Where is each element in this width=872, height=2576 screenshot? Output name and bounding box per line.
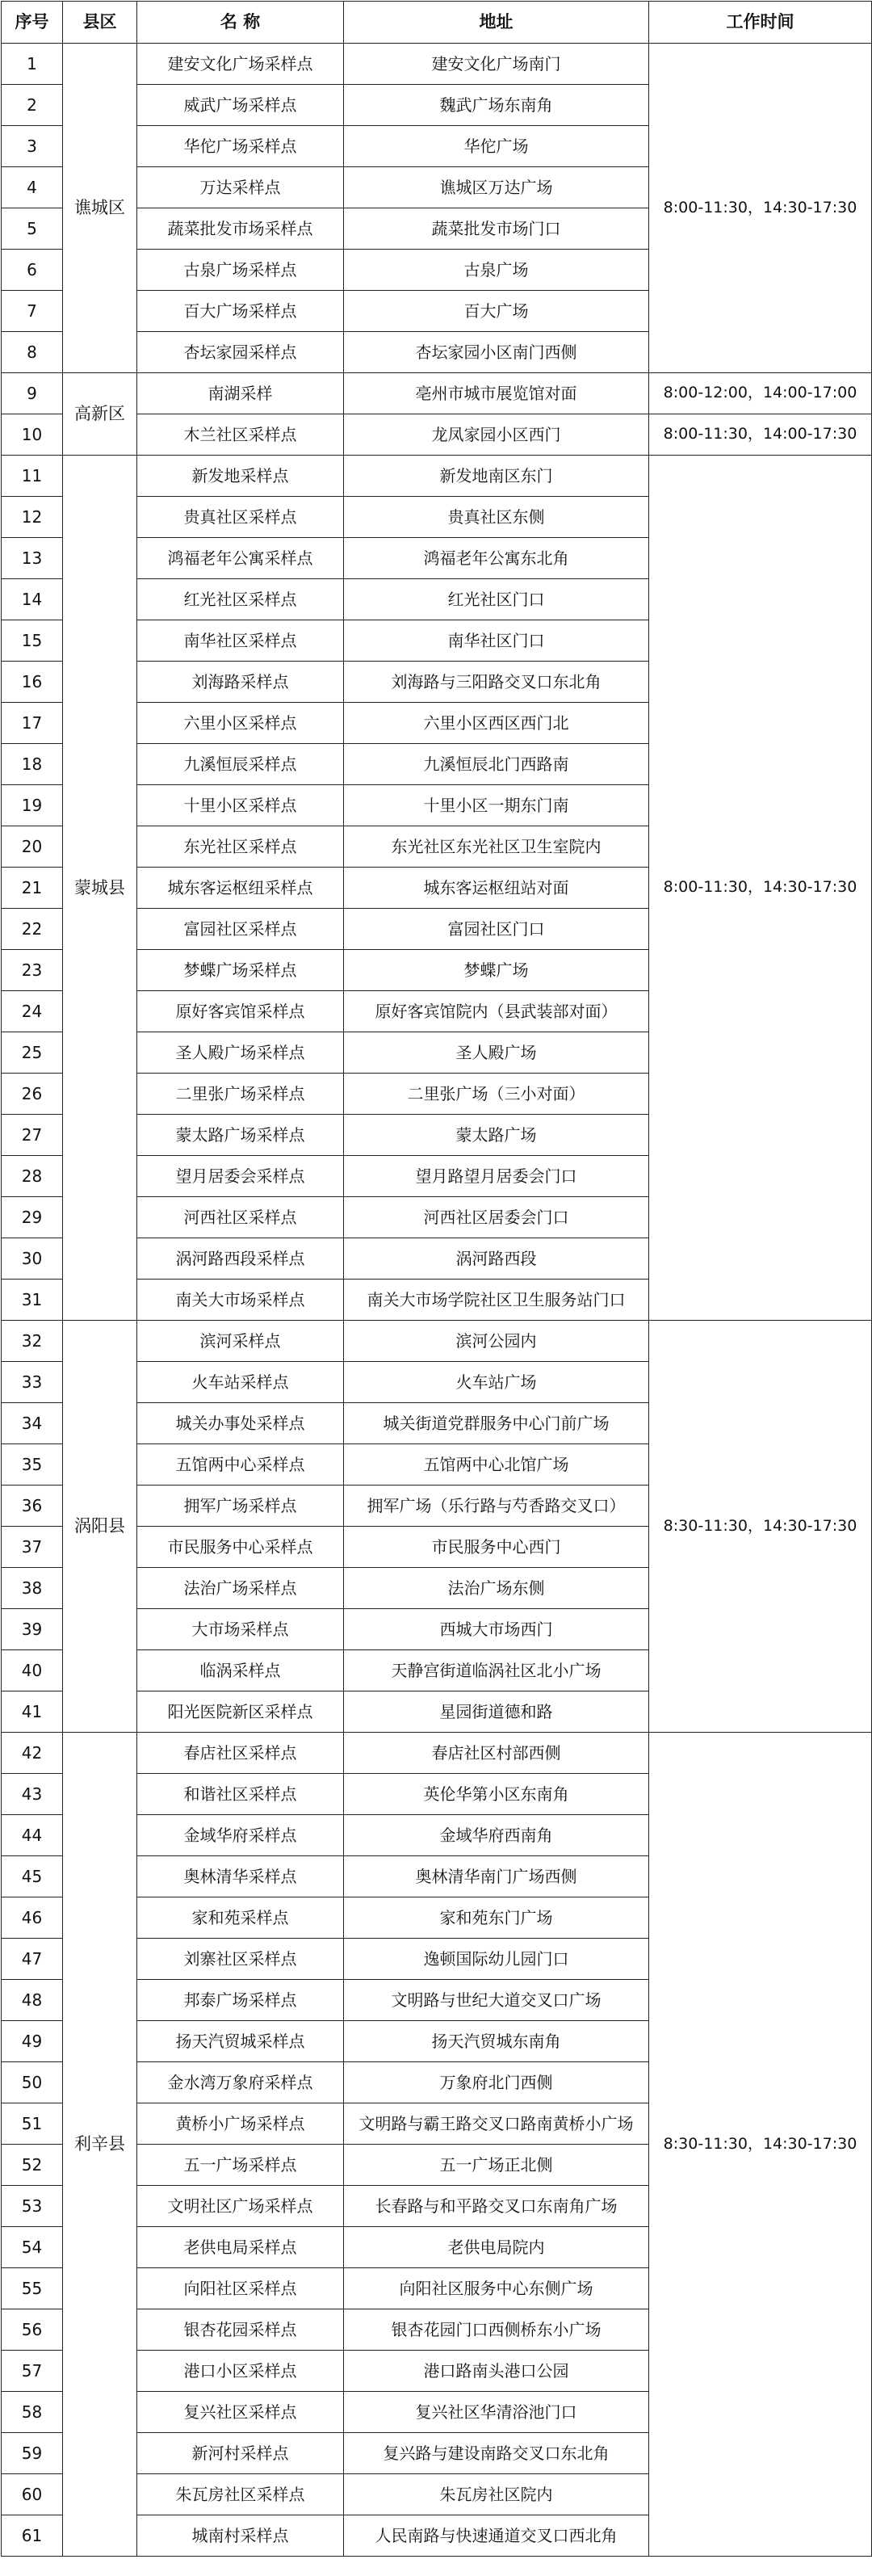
site-address: 鸿福老年公寓东北角	[344, 538, 649, 579]
site-address: 复兴路与建设南路交叉口东北角	[344, 2433, 649, 2474]
site-name: 邦泰广场采样点	[137, 1980, 344, 2021]
site-address: 新发地南区东门	[344, 456, 649, 497]
site-address: 人民南路与快速通道交叉口西北角	[344, 2515, 649, 2557]
site-address: 城关街道党群服务中心门前广场	[344, 1403, 649, 1444]
row-number: 35	[2, 1444, 63, 1486]
working-hours: 8:00-12:00，14:00-17:00	[649, 373, 872, 414]
site-address: 南华社区门口	[344, 620, 649, 662]
site-address: 贵真社区东侧	[344, 497, 649, 538]
site-name: 刘海路采样点	[137, 662, 344, 703]
header-hours: 工作时间	[649, 2, 872, 44]
working-hours: 8:00-11:30，14:30-17:30	[649, 44, 872, 373]
site-name: 复兴社区采样点	[137, 2392, 344, 2433]
row-number: 60	[2, 2474, 63, 2515]
sampling-site-table	[1, 1, 872, 2557]
site-name: 法治广场采样点	[137, 1568, 344, 1609]
site-address: 古泉广场	[344, 250, 649, 291]
site-name: 六里小区采样点	[137, 703, 344, 744]
site-address: 望月路望月居委会门口	[344, 1156, 649, 1197]
row-number: 42	[2, 1733, 63, 1774]
row-number: 46	[2, 1897, 63, 1939]
site-name: 春店社区采样点	[137, 1733, 344, 1774]
district-cell: 涡阳县	[63, 1321, 137, 1733]
site-address: 魏武广场东南角	[344, 85, 649, 126]
table-row	[2, 1733, 872, 1774]
site-address: 法治广场东侧	[344, 1568, 649, 1609]
site-name: 蔬菜批发市场采样点	[137, 208, 344, 250]
site-name: 富园社区采样点	[137, 909, 344, 950]
row-number: 22	[2, 909, 63, 950]
working-hours: 8:30-11:30，14:30-17:30	[649, 1321, 872, 1733]
site-name: 涡河路西段采样点	[137, 1238, 344, 1280]
site-name: 向阳社区采样点	[137, 2268, 344, 2309]
row-number: 7	[2, 291, 63, 332]
site-address: 富园社区门口	[344, 909, 649, 950]
site-address: 原好客宾馆院内（县武装部对面）	[344, 991, 649, 1032]
row-number: 18	[2, 744, 63, 785]
row-number: 57	[2, 2351, 63, 2392]
site-name: 南华社区采样点	[137, 620, 344, 662]
row-number: 44	[2, 1815, 63, 1856]
district-cell: 高新区	[63, 373, 137, 456]
site-address: 滨河公园内	[344, 1321, 649, 1362]
site-name: 新发地采样点	[137, 456, 344, 497]
site-name: 二里张广场采样点	[137, 1074, 344, 1115]
site-name: 梦蝶广场采样点	[137, 950, 344, 991]
row-number: 12	[2, 497, 63, 538]
site-name: 河西社区采样点	[137, 1197, 344, 1238]
table-row	[2, 456, 872, 497]
row-number: 41	[2, 1691, 63, 1733]
row-number: 34	[2, 1403, 63, 1444]
table-body	[2, 44, 872, 2557]
site-name: 蒙太路广场采样点	[137, 1115, 344, 1156]
site-address: 红光社区门口	[344, 579, 649, 620]
site-address: 蒙太路广场	[344, 1115, 649, 1156]
row-number: 30	[2, 1238, 63, 1280]
site-name: 东光社区采样点	[137, 826, 344, 868]
working-hours: 8:00-11:30，14:30-17:30	[649, 456, 872, 1321]
site-address: 复兴社区华清浴池门口	[344, 2392, 649, 2433]
row-number: 15	[2, 620, 63, 662]
site-address: 家和苑东门广场	[344, 1897, 649, 1939]
site-address: 五馆两中心北馆广场	[344, 1444, 649, 1486]
site-address: 向阳社区服务中心东侧广场	[344, 2268, 649, 2309]
row-number: 21	[2, 868, 63, 909]
site-name: 大市场采样点	[137, 1609, 344, 1650]
row-number: 4	[2, 167, 63, 208]
site-name: 杏坛家园采样点	[137, 332, 344, 373]
site-address: 逸顿国际幼儿园门口	[344, 1939, 649, 1980]
row-number: 2	[2, 85, 63, 126]
site-address: 扬天汽贸城东南角	[344, 2021, 649, 2062]
site-name: 滨河采样点	[137, 1321, 344, 1362]
site-address: 建安文化广场南门	[344, 44, 649, 85]
row-number: 61	[2, 2515, 63, 2557]
site-name: 望月居委会采样点	[137, 1156, 344, 1197]
site-name: 鸿福老年公寓采样点	[137, 538, 344, 579]
site-name: 古泉广场采样点	[137, 250, 344, 291]
row-number: 50	[2, 2062, 63, 2103]
site-address: 涡河路西段	[344, 1238, 649, 1280]
row-number: 3	[2, 126, 63, 167]
site-address: 英伦华第小区东南角	[344, 1774, 649, 1815]
site-name: 南关大市场采样点	[137, 1280, 344, 1321]
site-address: 亳州市城市展览馆对面	[344, 373, 649, 414]
site-name: 金域华府采样点	[137, 1815, 344, 1856]
row-number: 27	[2, 1115, 63, 1156]
row-number: 17	[2, 703, 63, 744]
site-address: 港口路南头港口公园	[344, 2351, 649, 2392]
row-number: 26	[2, 1074, 63, 1115]
row-number: 39	[2, 1609, 63, 1650]
row-number: 14	[2, 579, 63, 620]
row-number: 25	[2, 1032, 63, 1074]
site-name: 拥军广场采样点	[137, 1486, 344, 1527]
row-number: 55	[2, 2268, 63, 2309]
working-hours: 8:30-11:30，14:30-17:30	[649, 1733, 872, 2557]
site-name: 南湖采样	[137, 373, 344, 414]
site-name: 文明社区广场采样点	[137, 2186, 344, 2227]
table-header	[2, 2, 872, 44]
header-no: 序号	[2, 2, 63, 44]
row-number: 52	[2, 2145, 63, 2186]
site-name: 华佗广场采样点	[137, 126, 344, 167]
row-number: 59	[2, 2433, 63, 2474]
row-number: 19	[2, 785, 63, 826]
site-name: 万达采样点	[137, 167, 344, 208]
site-address: 圣人殿广场	[344, 1032, 649, 1074]
site-address: 刘海路与三阳路交叉口东北角	[344, 662, 649, 703]
row-number: 9	[2, 373, 63, 414]
row-number: 31	[2, 1280, 63, 1321]
row-number: 36	[2, 1486, 63, 1527]
row-number: 32	[2, 1321, 63, 1362]
row-number: 28	[2, 1156, 63, 1197]
site-name: 十里小区采样点	[137, 785, 344, 826]
header-name: 名 称	[137, 2, 344, 44]
table-row	[2, 1321, 872, 1362]
row-number: 37	[2, 1527, 63, 1568]
row-number: 1	[2, 44, 63, 85]
row-number: 48	[2, 1980, 63, 2021]
district-cell: 谯城区	[63, 44, 137, 373]
site-name: 百大广场采样点	[137, 291, 344, 332]
table-row	[2, 44, 872, 85]
site-address: 二里张广场（三小对面）	[344, 1074, 649, 1115]
site-name: 港口小区采样点	[137, 2351, 344, 2392]
site-name: 原好客宾馆采样点	[137, 991, 344, 1032]
site-address: 银杏花园门口西侧桥东小广场	[344, 2309, 649, 2351]
site-address: 五一广场正北侧	[344, 2145, 649, 2186]
site-name: 五馆两中心采样点	[137, 1444, 344, 1486]
row-number: 47	[2, 1939, 63, 1980]
row-number: 53	[2, 2186, 63, 2227]
site-address: 文明路与霸王路交叉口路南黄桥小广场	[344, 2103, 649, 2145]
row-number: 6	[2, 250, 63, 291]
site-name: 黄桥小广场采样点	[137, 2103, 344, 2145]
site-address: 西城大市场西门	[344, 1609, 649, 1650]
site-name: 圣人殿广场采样点	[137, 1032, 344, 1074]
row-number: 43	[2, 1774, 63, 1815]
site-name: 家和苑采样点	[137, 1897, 344, 1939]
row-number: 56	[2, 2309, 63, 2351]
site-address: 文明路与世纪大道交叉口广场	[344, 1980, 649, 2021]
site-address: 龙凤家园小区西门	[344, 414, 649, 456]
header-address: 地址	[344, 2, 649, 44]
row-number: 10	[2, 414, 63, 456]
site-address: 城东客运枢纽站对面	[344, 868, 649, 909]
site-address: 长春路与和平路交叉口东南角广场	[344, 2186, 649, 2227]
site-name: 九溪恒辰采样点	[137, 744, 344, 785]
site-name: 阳光医院新区采样点	[137, 1691, 344, 1733]
row-number: 29	[2, 1197, 63, 1238]
header-district: 县区	[63, 2, 137, 44]
row-number: 5	[2, 208, 63, 250]
site-address: 万象府北门西侧	[344, 2062, 649, 2103]
site-address: 东光社区东光社区卫生室院内	[344, 826, 649, 868]
site-name: 建安文化广场采样点	[137, 44, 344, 85]
site-name: 临涡采样点	[137, 1650, 344, 1691]
site-name: 老供电局采样点	[137, 2227, 344, 2268]
site-address: 百大广场	[344, 291, 649, 332]
row-number: 58	[2, 2392, 63, 2433]
site-address: 天静宫街道临涡社区北小广场	[344, 1650, 649, 1691]
working-hours: 8:00-11:30，14:00-17:30	[649, 414, 872, 456]
site-address: 南关大市场学院社区卫生服务站门口	[344, 1280, 649, 1321]
site-name: 扬天汽贸城采样点	[137, 2021, 344, 2062]
row-number: 45	[2, 1856, 63, 1897]
site-address: 金域华府西南角	[344, 1815, 649, 1856]
site-address: 谯城区万达广场	[344, 167, 649, 208]
site-name: 贵真社区采样点	[137, 497, 344, 538]
site-name: 火车站采样点	[137, 1362, 344, 1403]
site-name: 市民服务中心采样点	[137, 1527, 344, 1568]
row-number: 8	[2, 332, 63, 373]
row-number: 51	[2, 2103, 63, 2145]
site-address: 星园街道德和路	[344, 1691, 649, 1733]
site-name: 朱瓦房社区采样点	[137, 2474, 344, 2515]
district-cell: 利辛县	[63, 1733, 137, 2557]
site-address: 十里小区一期东门南	[344, 785, 649, 826]
site-address: 市民服务中心西门	[344, 1527, 649, 1568]
row-number: 40	[2, 1650, 63, 1691]
site-address: 九溪恒辰北门西路南	[344, 744, 649, 785]
site-name: 城东客运枢纽采样点	[137, 868, 344, 909]
site-address: 六里小区西区西门北	[344, 703, 649, 744]
site-name: 红光社区采样点	[137, 579, 344, 620]
site-address: 蔬菜批发市场门口	[344, 208, 649, 250]
site-address: 火车站广场	[344, 1362, 649, 1403]
district-cell: 蒙城县	[63, 456, 137, 1321]
site-address: 春店社区村部西侧	[344, 1733, 649, 1774]
row-number: 33	[2, 1362, 63, 1403]
site-address: 拥军广场（乐行路与芍香路交叉口）	[344, 1486, 649, 1527]
row-number: 16	[2, 662, 63, 703]
header-row	[2, 2, 872, 44]
row-number: 24	[2, 991, 63, 1032]
row-number: 38	[2, 1568, 63, 1609]
site-name: 银杏花园采样点	[137, 2309, 344, 2351]
site-address: 梦蝶广场	[344, 950, 649, 991]
row-number: 20	[2, 826, 63, 868]
site-address: 河西社区居委会门口	[344, 1197, 649, 1238]
row-number: 13	[2, 538, 63, 579]
site-name: 木兰社区采样点	[137, 414, 344, 456]
site-name: 城关办事处采样点	[137, 1403, 344, 1444]
site-address: 奥林清华南门广场西侧	[344, 1856, 649, 1897]
row-number: 54	[2, 2227, 63, 2268]
site-name: 五一广场采样点	[137, 2145, 344, 2186]
site-address: 朱瓦房社区院内	[344, 2474, 649, 2515]
site-name: 金水湾万象府采样点	[137, 2062, 344, 2103]
site-name: 和谐社区采样点	[137, 1774, 344, 1815]
site-name: 威武广场采样点	[137, 85, 344, 126]
site-address: 杏坛家园小区南门西侧	[344, 332, 649, 373]
site-address: 华佗广场	[344, 126, 649, 167]
table-row	[2, 373, 872, 414]
site-name: 奥林清华采样点	[137, 1856, 344, 1897]
row-number: 49	[2, 2021, 63, 2062]
site-address: 老供电局院内	[344, 2227, 649, 2268]
site-name: 新河村采样点	[137, 2433, 344, 2474]
site-name: 刘寨社区采样点	[137, 1939, 344, 1980]
row-number: 11	[2, 456, 63, 497]
site-name: 城南村采样点	[137, 2515, 344, 2557]
row-number: 23	[2, 950, 63, 991]
